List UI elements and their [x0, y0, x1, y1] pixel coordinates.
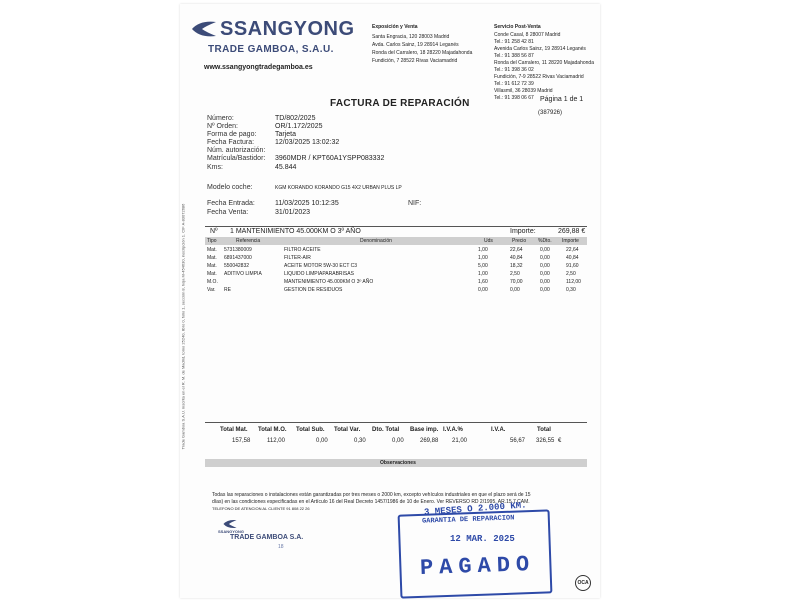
dealer-logo-brand: SSANGYONG [218, 529, 245, 534]
customer-phone: TELEFONO DE ATENCION AL CLIENTE 91 808 22 26 [212, 506, 310, 511]
kilometers: 45.844 [275, 164, 297, 171]
invoice-number: TD/802/2025 [275, 115, 316, 122]
registration-side-text: Trade Gamboa S.A.U. inscrita en el R. M. de Madrid, tomo 25240, libro 0, folio 1, sección 8, hoja M-454630, inscripción 1. CIF A-83072686 [180, 203, 186, 450]
cell-type: Var. [207, 287, 216, 293]
grand-total: 326,55 [536, 438, 555, 444]
total-sub: 0,00 [316, 438, 328, 444]
service-title: Servicio Post-Venta [494, 24, 541, 30]
cell-type: Mat. [207, 255, 217, 261]
cell-price: 40,84 [510, 255, 523, 261]
cell-desc: LIQUIDO LIMPIAPARABRISAS [284, 271, 354, 277]
cell-amount: 2,50 [566, 271, 576, 277]
dealer-name: TRADE GAMBOA S.A. [230, 534, 304, 541]
total-label: Total Var. [334, 427, 361, 433]
field-label: Fecha Factura: [207, 139, 255, 146]
stamp-paid: PAGADO [419, 551, 536, 582]
plate-vin: 3960MDR / KPT60A1YSPP083332 [275, 155, 385, 162]
service-line: Tel.: 91 398 36 02 [494, 67, 534, 73]
table-header [205, 237, 587, 245]
cell-ref: ADITIVO LIMPIA [224, 271, 262, 277]
base-imponible: 269,88 [420, 438, 439, 444]
cell-desc: ACEITE MOTOR 5W-30 ECT C3 [284, 263, 358, 269]
total-mo: 112,00 [267, 438, 285, 444]
entry-date: 11/03/2025 10:12:35 [275, 200, 339, 207]
cell-ref: RE [224, 287, 231, 293]
cell-ref: 6891437000 [224, 255, 252, 261]
sales-line: Fundición, 7 28522 Rivas Vaciamadrid [372, 58, 458, 64]
cell-ref: 5731380009 [224, 247, 252, 253]
cell-desc: FILTRO ACEITE [284, 247, 321, 253]
service-line: Conde Casal, 8 28007 Madrid [494, 32, 561, 38]
divider [205, 422, 587, 423]
field-label: Kms: [207, 164, 223, 171]
field-label: Modelo coche: [207, 184, 253, 191]
table-row [206, 247, 586, 254]
service-line: Villasmil, 36 28039 Madrid [494, 88, 553, 94]
cell-qty: 1,00 [478, 247, 488, 253]
stamp-warranty-period: 3 MESES O 2.000 KM. [423, 500, 527, 518]
cell-type: Mat. [207, 271, 217, 277]
cell-amount: 0,30 [566, 287, 576, 293]
ssangyong-wings-icon [190, 18, 218, 40]
sale-date: 31/01/2023 [275, 209, 311, 216]
invoice-title: FACTURA DE REPARACIÓN [330, 98, 470, 109]
cell-price: 22,64 [510, 247, 523, 253]
field-label: Número: [207, 115, 234, 122]
total-mat: 157,58 [232, 438, 251, 444]
cell-qty: 1,00 [478, 255, 488, 261]
invoice-date: 12/03/2025 13:02:32 [275, 139, 340, 146]
stamp-warranty-title: GARANTIA DE REPARACION [421, 514, 515, 526]
iva-percent: 21,00 [452, 438, 468, 444]
cell-qty: 1,00 [478, 271, 488, 277]
service-line: Fundición, 7-9 28522 Rivas Vaciamadrid [494, 74, 584, 80]
stamp-date: 12 MAR. 2025 [450, 534, 515, 544]
cell-discount: 0,00 [540, 255, 550, 261]
service-line: Tel.: 91 258 42 81 [494, 39, 534, 45]
company-website[interactable]: www.ssangyongtradegamboa.es [204, 64, 313, 71]
certification-badge: OCA [575, 575, 591, 591]
sales-line: Ronda del Carralero, 18 28220 Majadahonda [372, 50, 473, 56]
cell-type: Mat. [207, 247, 217, 253]
sales-title: Exposición y Venta [372, 24, 418, 30]
sales-line: Avda. Carlos Sainz, 19 28914 Leganés [372, 42, 459, 48]
warranty-text: Todas las reparaciones o instalaciones están garantizadas por tres meses o 2000 km, excepto vehículos industriales en que el plazo será de 15 [212, 492, 531, 498]
cell-type: Mat. [207, 263, 217, 269]
col-header: %Dto. [538, 238, 552, 244]
total-label: Total Sub. [296, 427, 325, 433]
job-no-label: Nº [210, 228, 218, 235]
service-line: Tel.: 91 612 72 39 [494, 81, 534, 87]
table-row [206, 263, 586, 270]
cell-desc: GESTION DE RESIDUOS [284, 287, 343, 293]
job-description: 1 MANTENIMIENTO 45.000KM O 3º AÑO [230, 228, 361, 235]
col-header: Uds [484, 238, 493, 244]
cell-discount: 0,00 [540, 263, 550, 269]
car-model: KGM KORANDO KORANDO G15 4X2 URBAN PLUS LP [275, 185, 402, 191]
cell-desc: MANTENIMIENTO 45.000KM O 3º AÑO [284, 279, 374, 285]
total-label: Base imp. [410, 427, 439, 433]
table-row [206, 287, 586, 294]
cell-type: M.O. [207, 279, 218, 285]
cell-price: 2,50 [510, 271, 520, 277]
total-discount: 0,00 [392, 438, 404, 444]
total-label: I.V.A. [491, 427, 506, 433]
document-code: (387926) [538, 110, 563, 116]
payment-method: Tarjeta [275, 131, 297, 138]
field-label: Matrícula/Bastidor: [207, 155, 266, 162]
sales-line: Santa Engracia, 120 28003 Madrid [372, 34, 450, 40]
total-label: Dto. Total [372, 427, 400, 433]
warranty-text: días) en las condiciones especificadas en el Artículo 16 del Real Decreto 1457/1986 de 10 de Enero. Ver REVERSO RD 2/1995. AR.15.7 CAM. [212, 499, 530, 505]
cell-qty: 1,60 [478, 279, 488, 285]
col-header: Denominación [360, 238, 392, 244]
cell-ref: 550042832 [224, 263, 250, 269]
cell-discount: 0,00 [540, 287, 550, 293]
observations-label: Observaciones [380, 460, 416, 466]
col-header: Referencia [236, 238, 261, 244]
cell-amount: 40,84 [566, 255, 579, 261]
brand-wordmark: SSANGYONG [220, 18, 355, 40]
table-row [206, 271, 586, 278]
cell-price: 18,32 [510, 263, 523, 269]
table-row [206, 279, 586, 286]
total-var: 0,30 [354, 438, 366, 444]
page-number: Página 1 de 1 [540, 96, 584, 103]
dealer-number: 18 [278, 544, 284, 550]
cell-amount: 22,64 [566, 247, 579, 253]
col-header: Precio [512, 238, 527, 244]
field-label: NIF: [408, 200, 422, 207]
total-label: Total M.O. [258, 427, 287, 433]
field-label: Forma de pago: [207, 131, 257, 138]
cell-qty: 0,00 [478, 287, 488, 293]
divider [205, 226, 587, 227]
iva-amount: 56,67 [510, 438, 526, 444]
service-line: Ronda del Carralero, 11 28220 Majadahonda [494, 60, 594, 66]
cell-price: 0,00 [510, 287, 520, 293]
field-label: Núm. autorización: [207, 147, 266, 154]
total-label: I.V.A.% [443, 427, 463, 433]
service-line: Avenida Carlos Sainz, 19 28914 Leganés [494, 46, 586, 52]
col-header: Tipo [207, 238, 217, 244]
table-row [206, 255, 586, 262]
cell-price: 70,00 [510, 279, 523, 285]
service-line: Tel.: 91 388 56 87 [494, 53, 534, 59]
cell-qty: 5,00 [478, 263, 488, 269]
currency-symbol: € [558, 438, 562, 444]
field-label: Nº Orden: [207, 123, 238, 130]
cell-amount: 91,60 [566, 263, 579, 269]
job-importe: 269,88 € [558, 228, 586, 235]
cell-discount: 0,00 [540, 271, 550, 277]
cell-discount: 0,00 [540, 247, 550, 253]
order-number: OR/1.172/2025 [275, 123, 323, 130]
job-importe-label: Importe: [510, 228, 536, 235]
total-label: Total [537, 427, 551, 433]
cell-discount: 0,00 [540, 279, 550, 285]
col-header: Importe [562, 238, 579, 244]
service-line: Tel.: 91 398 06 67 [494, 95, 534, 101]
cell-amount: 112,00 [566, 279, 581, 285]
cell-desc: FILTER-AIR [284, 255, 311, 261]
invoice-page [180, 4, 600, 598]
field-label: Fecha Venta: [207, 209, 249, 216]
total-label: Total Mat. [220, 427, 248, 433]
field-label: Fecha Entrada: [207, 200, 255, 207]
company-name: TRADE GAMBOA, S.A.U. [208, 44, 334, 55]
